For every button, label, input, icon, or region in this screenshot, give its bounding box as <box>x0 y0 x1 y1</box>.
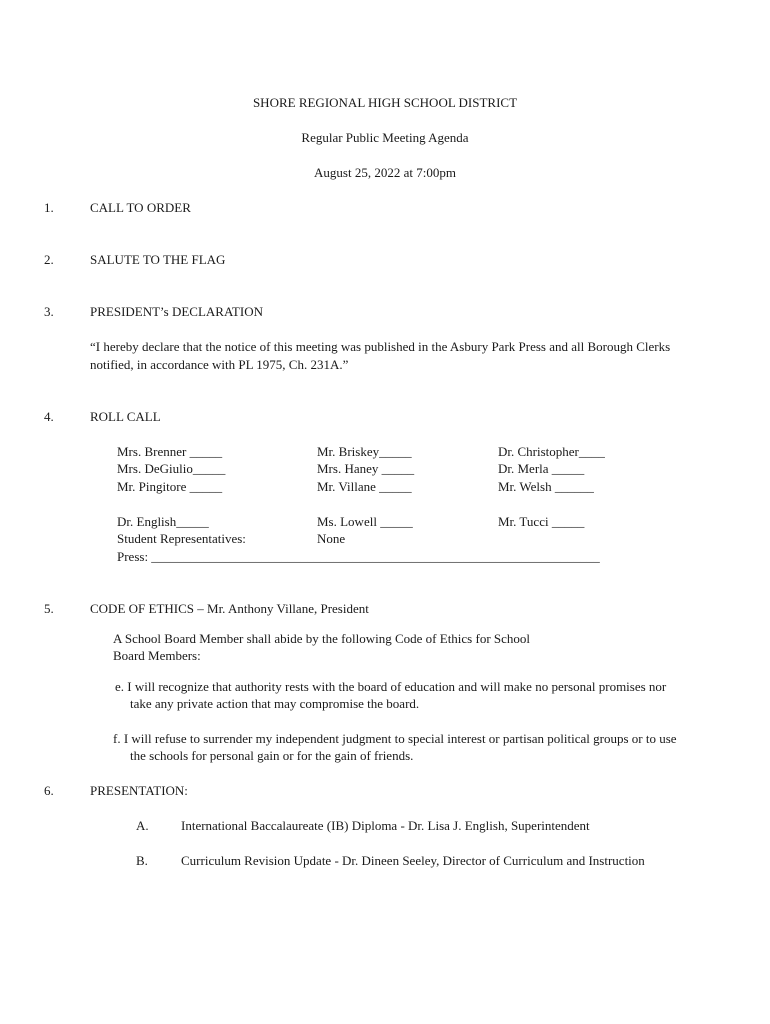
presentation-letter: B. <box>136 853 148 868</box>
presentation-item: International Baccalaureate (IB) Diploma - Dr. Lisa J. English, Superintendent <box>181 818 590 833</box>
roll-call-entry: Mr. Welsh ______ <box>498 479 594 494</box>
item-heading-roll-call: ROLL CALL <box>90 409 161 424</box>
ethics-intro-line: Board Members: <box>113 648 201 663</box>
roll-call-entry: Dr. Merla _____ <box>498 461 585 476</box>
item-heading-code-of-ethics: CODE OF ETHICS – Mr. Anthony Villane, President <box>90 601 369 616</box>
roll-call-entry: Mr. Villane _____ <box>317 479 412 494</box>
presentation-item: Curriculum Revision Update - Dr. Dineen Seeley, Director of Curriculum and Instruction <box>181 853 645 868</box>
roll-call-entry: Dr. English_____ <box>117 514 209 529</box>
student-representatives-value: None <box>317 531 346 546</box>
ethics-item-f: f. I will refuse to surrender my independent judgment to special interest or partisan political groups or to use <box>113 731 677 746</box>
item-heading-salute: SALUTE TO THE FLAG <box>90 252 226 267</box>
declaration-text-line: “I hereby declare that the notice of this meeting was published in the Asbury Park Press and all Borough Clerks <box>90 339 671 354</box>
ethics-item-f-continued: the schools for personal gain or for the gain of friends. <box>130 748 414 763</box>
item-number: 4. <box>44 409 54 424</box>
roll-call-entry: Ms. Lowell _____ <box>317 514 413 529</box>
roll-call-entry: Mr. Tucci _____ <box>498 514 585 529</box>
roll-call-entry: Mrs. Haney _____ <box>317 461 415 476</box>
item-heading-presentation: PRESENTATION: <box>90 783 188 798</box>
meeting-date: August 25, 2022 at 7:00pm <box>314 165 456 180</box>
district-title: SHORE REGIONAL HIGH SCHOOL DISTRICT <box>252 95 518 110</box>
ethics-intro-line: A School Board Member shall abide by the following Code of Ethics for School <box>113 631 531 646</box>
item-heading-call-to-order: CALL TO ORDER <box>90 200 191 215</box>
press-line: Press: _____________________________________________________________________ <box>117 549 600 564</box>
item-number: 2. <box>44 252 54 267</box>
presentation-letter: A. <box>136 818 149 833</box>
ethics-item-e-continued: take any private action that may compromise the board. <box>130 696 420 711</box>
item-number: 1. <box>44 200 54 215</box>
roll-call-entry: Mr. Pingitore _____ <box>117 479 223 494</box>
ethics-item-e: e. I will recognize that authority rests with the board of education and will make no personal promises nor <box>115 679 667 694</box>
roll-call-entry: Mr. Briskey_____ <box>317 444 412 459</box>
student-representatives-label: Student Representatives: <box>117 531 246 546</box>
item-number: 5. <box>44 601 54 616</box>
agenda-subtitle: Regular Public Meeting Agenda <box>301 130 469 145</box>
roll-call-entry: Mrs. DeGiulio_____ <box>117 461 226 476</box>
item-number: 3. <box>44 304 54 319</box>
item-number: 6. <box>44 783 54 798</box>
roll-call-entry: Dr. Christopher____ <box>498 444 605 459</box>
declaration-text-line: notified, in accordance with PL 1975, Ch. 231A.” <box>90 357 349 372</box>
item-heading-declaration: PRESIDENT’s DECLARATION <box>90 304 263 319</box>
roll-call-entry: Mrs. Brenner _____ <box>117 444 223 459</box>
